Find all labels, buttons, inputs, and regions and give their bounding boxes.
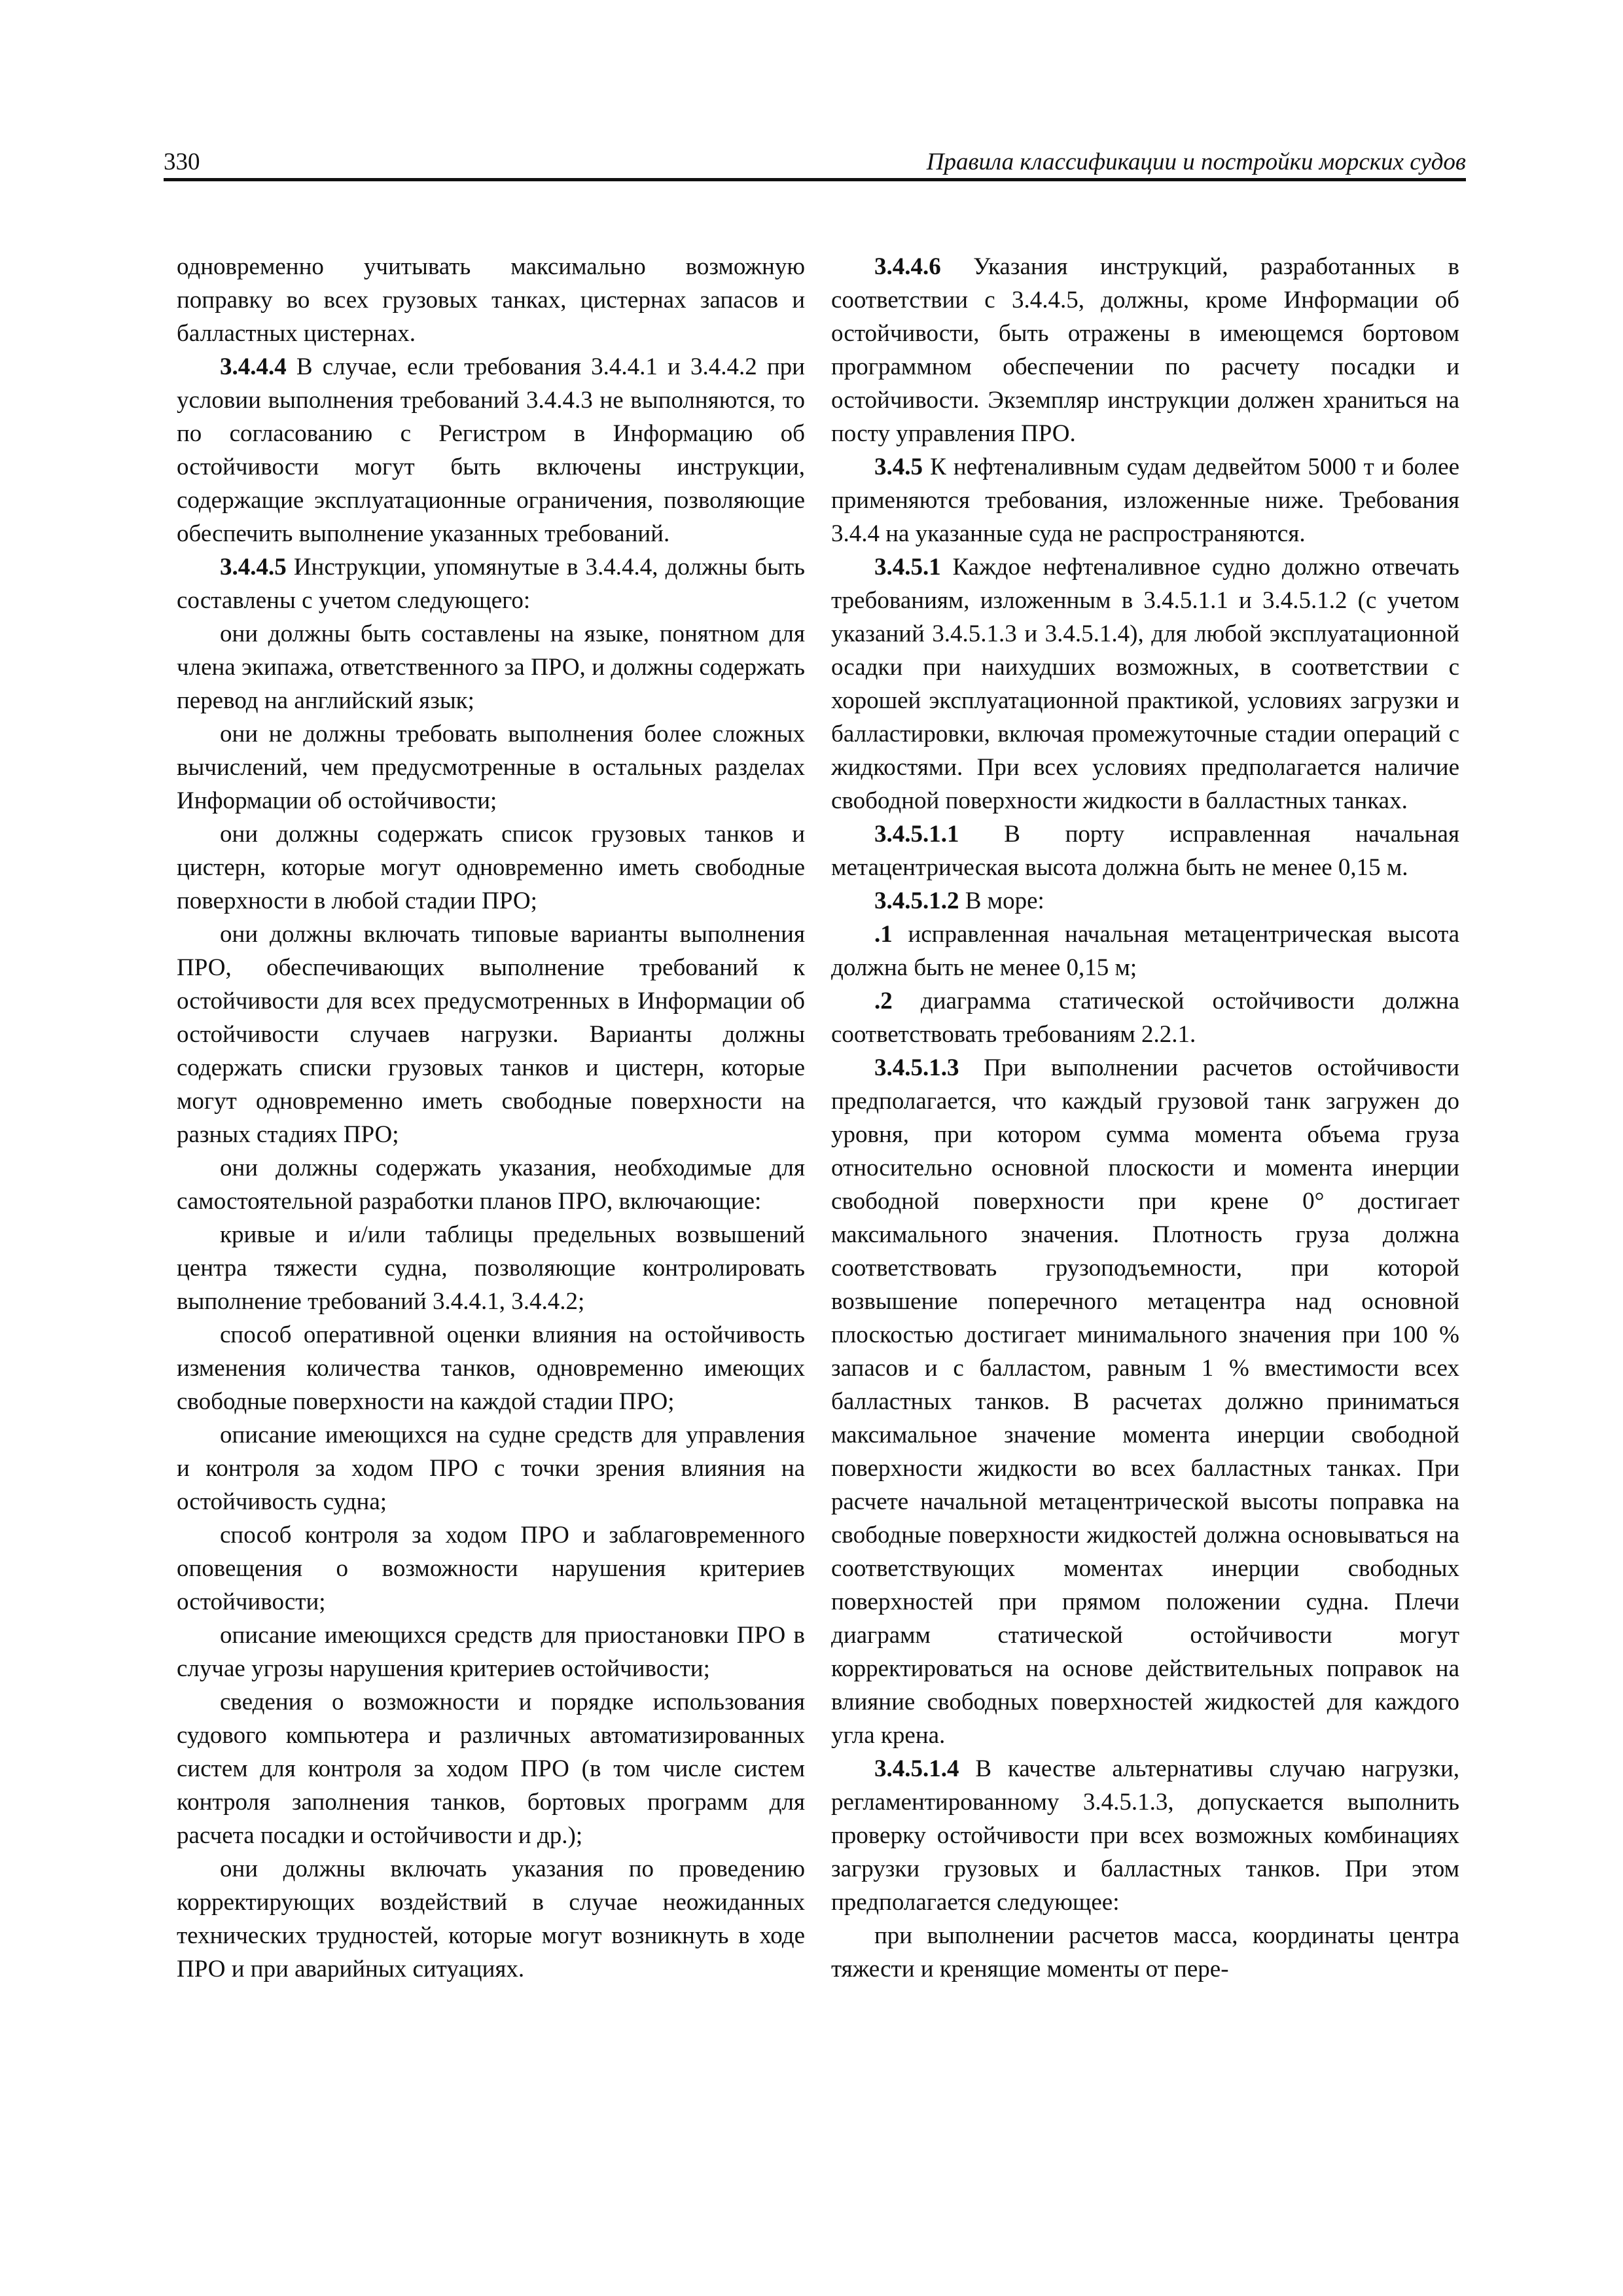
paragraph: 3.4.5.1 Каждое нефтеналивное судно должно отвечать требованиям, изложенным в 3.4.5.1.1 и 3.4.5.1.2 (с учетом указаний 3.4.5.1.3 и 3.4.5.1.4), для любой эксплуатационной осадки при наихудших возможных, в соответствии с хорошей эксплуатационной практикой, условиях загрузки и балластировки, включая промежуточные стадии операций с жидкостями. При всех условиях предполагается наличие свободной поверхности жидкости в балластных танках. — [831, 554, 1459, 814]
paragraph: они должны включать указания по проведению корректирующих воздействий в случае неожиданных технических трудностей, которые могут возникнуть в ходе ПРО и при аварийных ситуациях. — [177, 1856, 805, 1982]
paragraph: они должны быть составлены на языке, понятном для члена экипажа, ответственного за ПРО, и должны содержать перевод на английский язык; — [177, 620, 805, 714]
paragraph: при выполнении расчетов масса, координаты центра тяжести и кренящие моменты от пере- — [831, 1922, 1459, 1982]
paragraph: они должны включать типовые варианты выполнения ПРО, обеспечивающих выполнение требований к остойчивости для всех предусмотренных в Информации об остойчивости случаев нагрузки. Варианты должны содержать списки грузовых танков и цистерн, которые могут одновременно иметь свободные поверхности на разных стадиях ПРО; — [177, 921, 805, 1148]
paragraph: 3.4.4.5 Инструкции, упомянутые в 3.4.4.4, должны быть составлены с учетом следующего: — [177, 554, 805, 614]
paragraph: 3.4.5.1.4 В качестве альтернативы случаю нагрузки, регламентированному 3.4.5.1.3, допускается выполнить проверку остойчивости при всех возможных комбинациях загрузки грузовых и балластных танков. При этом предполагается следующее: — [831, 1755, 1459, 1916]
left-column — [177, 250, 805, 1986]
page-number: 330 — [164, 149, 200, 175]
paragraph: 3.4.5.1.3 При выполнении расчетов остойчивости предполагается, что каждый грузовой танк загружен до уровня, при котором сумма момента объема груза относительно основной плоскости и момента инерции свободной поверхности при крене 0° достигает максимального значения. Плотность груза должна соответствовать грузоподъемности, при которой возвышение поперечного метацентра над основной плоскостью достигает минимального значения при 100 % запасов и с балластом, равным 1 % вместимости всех балластных танков. В расчетах должно приниматься максимальное значение момента инерции свободной поверхности жидкости во всех балластных танках. При расчете начальной метацентрической высоты поправка на свободные поверхности жидкостей должна основываться на соответствующих моментах инерции свободных поверхностей при прямом положении судна. Плечи диаграмм статической остойчивости могут корректироваться на основе действительных поправок на влияние свободных поверхностей жидкостей для каждого угла крена. — [831, 1054, 1459, 1749]
page-header — [164, 149, 1466, 175]
paragraph: .1 исправленная начальная метацентрическая высота должна быть не менее 0,15 м; — [831, 921, 1459, 981]
paragraph: 3.4.4.6 Указания инструкций, разработанных в соответствии с 3.4.4.5, должны, кроме Информации об остойчивости, быть отражены в имеющемся бортовом программном обеспечении по расчету посадки и остойчивости. Экземпляр инструкции должен храниться на посту управления ПРО. — [831, 253, 1459, 447]
running-title: Правила классификации и постройки морских судов — [926, 149, 1466, 175]
paragraph: 3.4.5.1.1 В порту исправленная начальная метацентрическая высота должна быть не менее 0,15 м. — [831, 821, 1459, 881]
paragraph: .2 диаграмма статической остойчивости должна соответствовать требованиям 2.2.1. — [831, 988, 1459, 1048]
paragraph: способ контроля за ходом ПРО и заблаговременного оповещения о возможности нарушения критериев остойчивости; — [177, 1522, 805, 1615]
paragraph: описание имеющихся средств для приостановки ПРО в случае угрозы нарушения критериев остойчивости; — [177, 1622, 805, 1682]
paragraph: 3.4.4.4 В случае, если требования 3.4.4.1 и 3.4.4.2 при условии выполнения требований 3.4.4.3 не выполняются, то по согласованию с Регистром в Информацию об остойчивости могут быть включены инструкции, содержащие эксплуатационные ограничения, позволяющие обеспечить выполнение указанных требований. — [177, 353, 805, 547]
paragraph: они должны содержать список грузовых танков и цистерн, которые могут одновременно иметь свободные поверхности в любой стадии ПРО; — [177, 821, 805, 914]
paragraph: 3.4.5 К нефтеналивным судам дедвейтом 5000 т и более применяются требования, изложенные ниже. Требования 3.4.4 на указанные суда не распространяются. — [831, 454, 1459, 547]
paragraph: сведения о возможности и порядке использования судового компьютера и различных автоматизированных систем для контроля за ходом ПРО (в том числе систем контроля заполнения танков, бортовых программ для расчета посадки и остойчивости и др.); — [177, 1689, 805, 1849]
paragraph: описание имеющихся на судне средств для управления и контроля за ходом ПРО с точки зрения влияния на остойчивость судна; — [177, 1422, 805, 1515]
header-rule — [164, 178, 1466, 181]
paragraph: одновременно учитывать максимально возможную поправку во всех грузовых танках, цистернах запасов и балластных цистернах. — [177, 253, 805, 347]
paragraph: кривые и и/или таблицы предельных возвышений центра тяжести судна, позволяющие контролировать выполнение требований 3.4.4.1, 3.4.4.2; — [177, 1221, 805, 1315]
paragraph: 3.4.5.1.2 В море: — [874, 888, 1044, 914]
paragraph: они должны содержать указания, необходимые для самостоятельной разработки планов ПРО, включающие: — [177, 1155, 805, 1215]
right-column — [831, 250, 1459, 1986]
paragraph: способ оперативной оценки влияния на остойчивость изменения количества танков, одновременно имеющих свободные поверхности на каждой стадии ПРО; — [177, 1321, 805, 1415]
paragraph: они не должны требовать выполнения более сложных вычислений, чем предусмотренные в остальных разделах Информации об остойчивости; — [177, 721, 805, 814]
